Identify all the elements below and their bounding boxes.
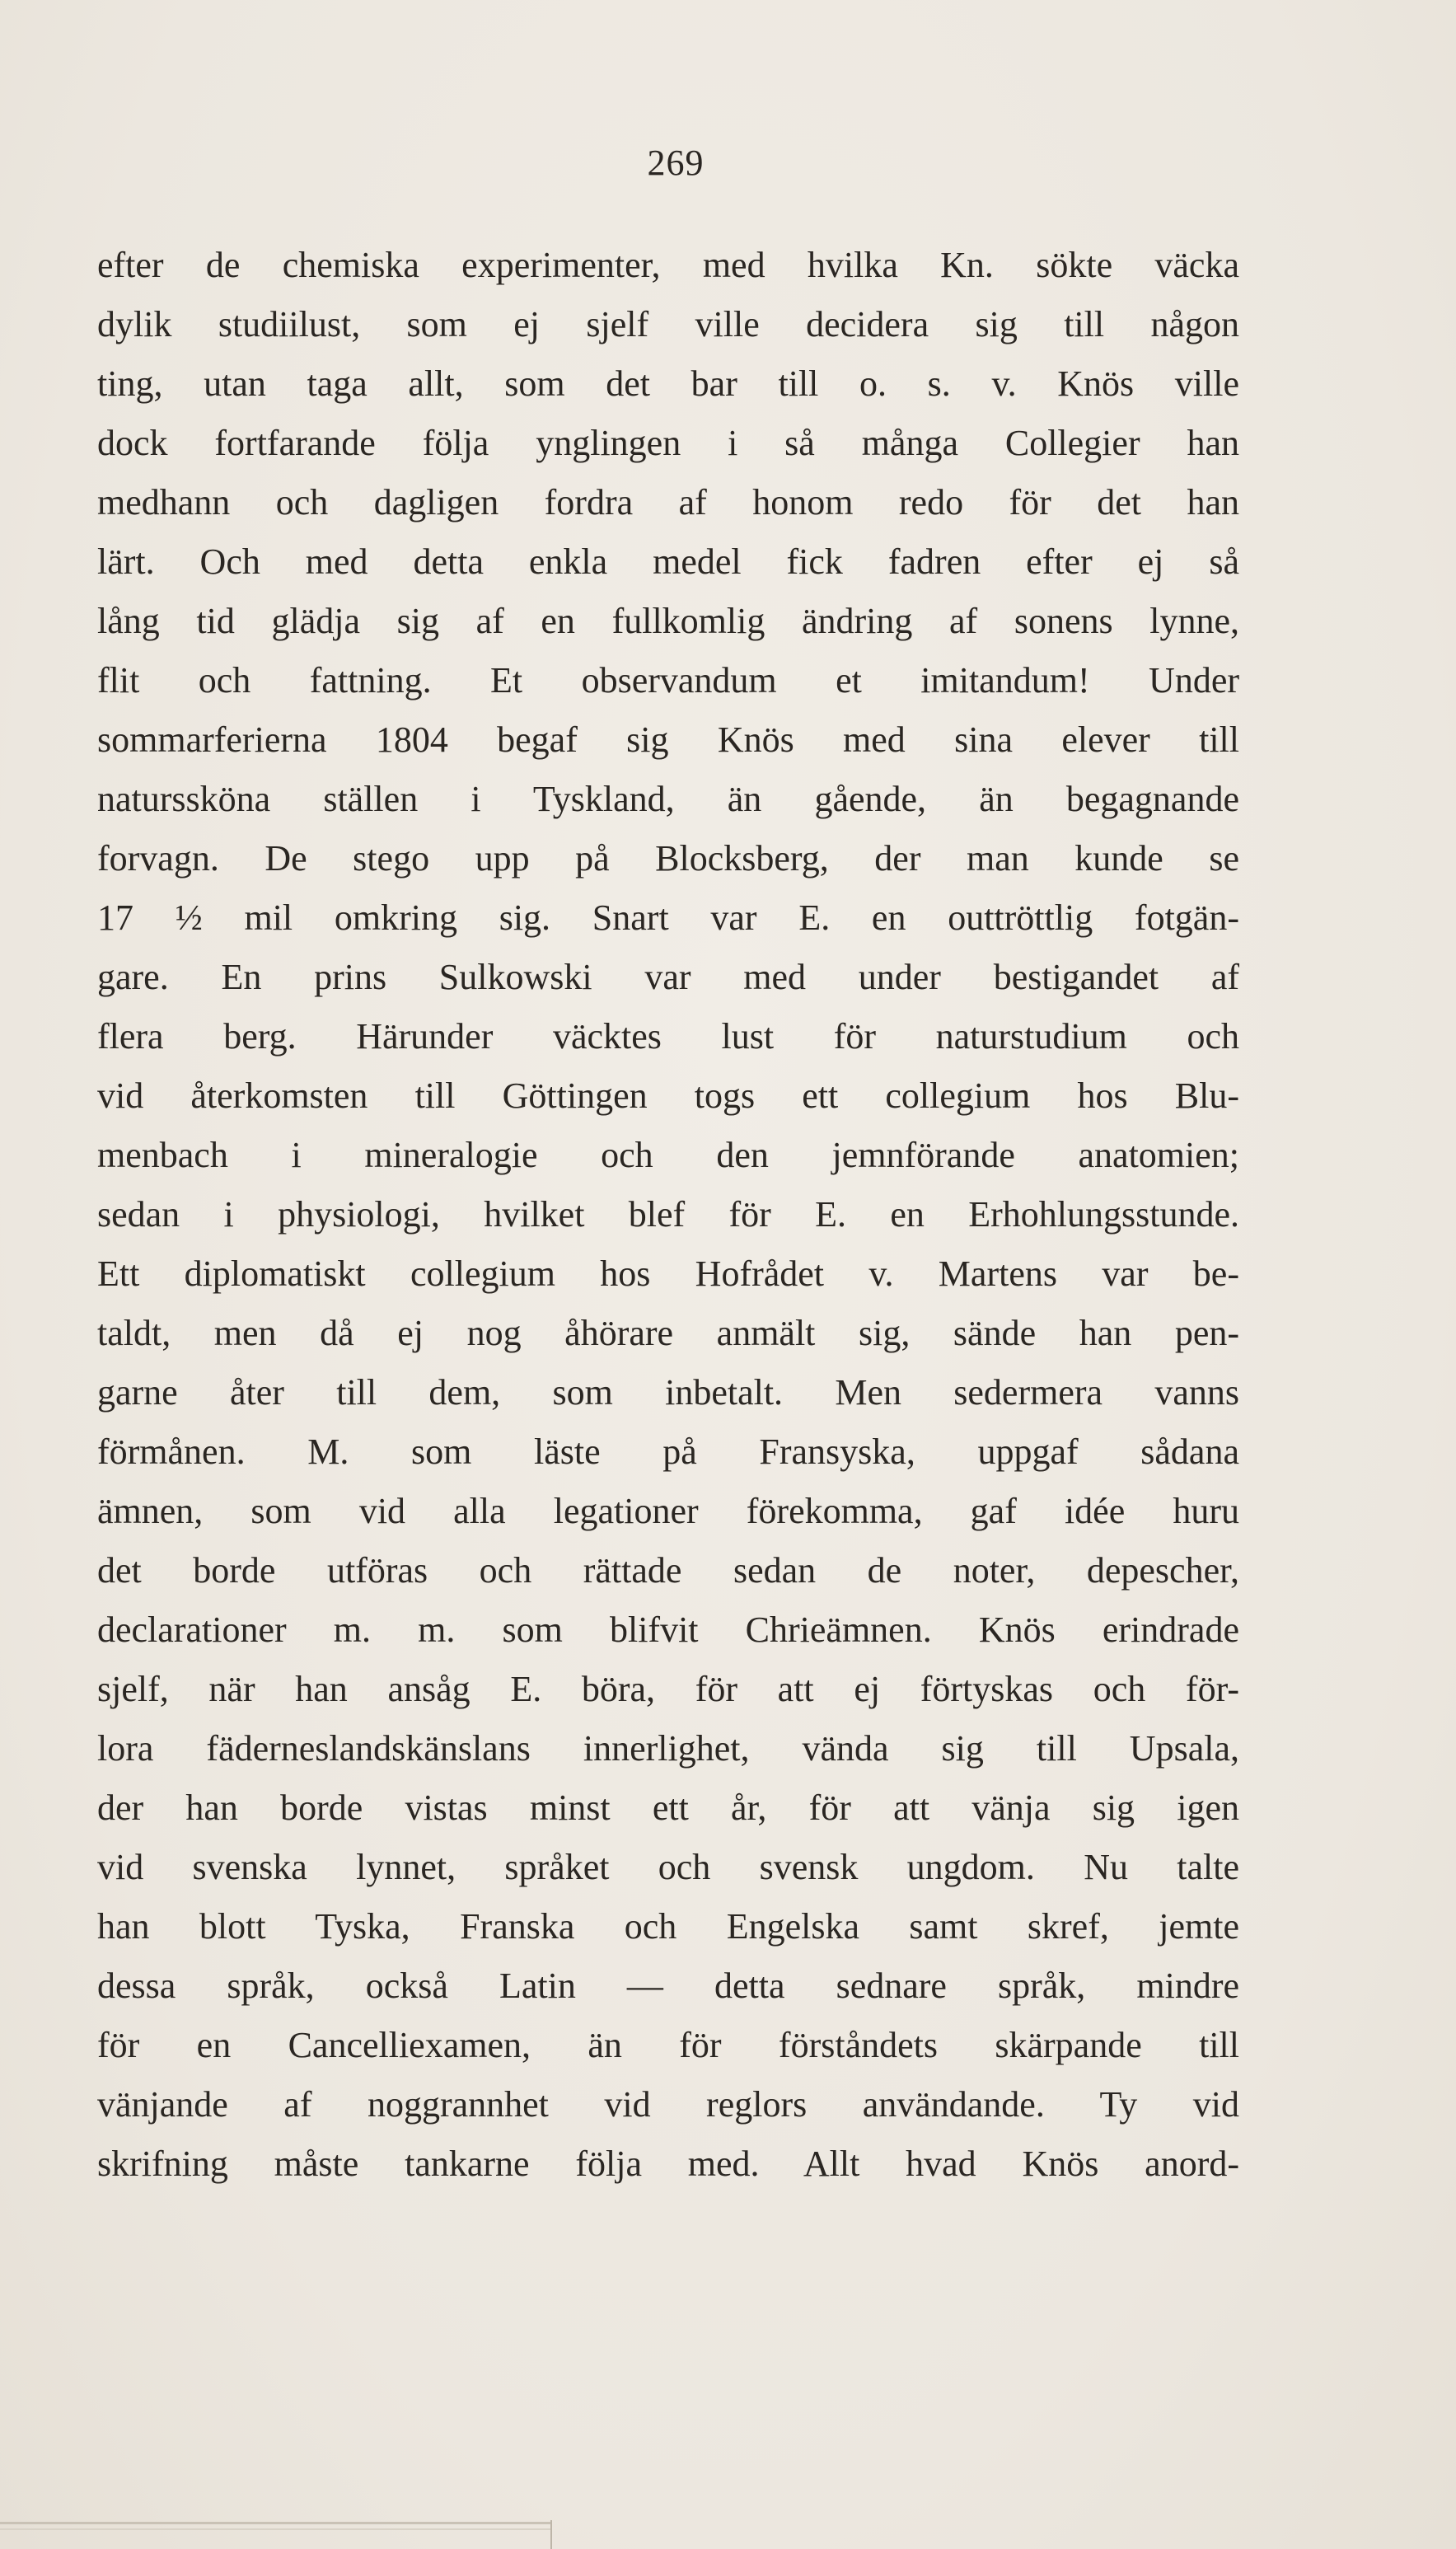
- text-line: dock fortfarande följa ynglingen i så många Collegier han: [97, 423, 1239, 463]
- body-text: [97, 236, 1239, 2194]
- text-line: efter de chemiska experimenter, med hvilka Kn. sökte väcka: [97, 245, 1239, 285]
- text-line: medhann och dagligen fordra af honom redo för det han: [97, 482, 1239, 522]
- text-line: sedan i physiologi, hvilket blef för E. en Erhohlungsstunde.: [97, 1194, 1239, 1235]
- scan-edge-rule: [0, 2528, 552, 2530]
- text-line: sjelf, när han ansåg E. böra, för att ej förtyskas och för-: [97, 1669, 1239, 1709]
- text-line: dylik studiilust, som ej sjelf ville decidera sig till någon: [97, 304, 1239, 344]
- text-line: ämnen, som vid alla legationer förekomma, gaf idée huru: [97, 1491, 1239, 1531]
- text-line: sommarferierna 1804 begaf sig Knös med sina elever till: [97, 719, 1239, 760]
- text-line: naturssköna ställen i Tyskland, än gående, än begagnande: [97, 779, 1239, 819]
- text-line: vid svenska lynnet, språket och svensk ungdom. Nu talte: [97, 1847, 1239, 1887]
- text-line: ting, utan taga allt, som det bar till o. s. v. Knös ville: [97, 363, 1239, 404]
- text-line: det borde utföras och rättade sedan de noter, depescher,: [97, 1550, 1239, 1591]
- text-line: för en Cancelliexamen, än för förståndets skärpande till: [97, 2025, 1239, 2065]
- text-line: der han borde vistas minst ett år, för att vänja sig igen: [97, 1788, 1239, 1828]
- text-line: 17 ½ mil omkring sig. Snart var E. en outtröttlig fotgän-: [97, 897, 1239, 938]
- text-line: menbach i mineralogie och den jemnförande anatomien;: [97, 1135, 1239, 1175]
- text-line: taldt, men då ej nog åhörare anmält sig, sände han pen-: [97, 1313, 1239, 1353]
- text-line: gare. En prins Sulkowski var med under bestigandet af: [97, 957, 1239, 997]
- text-line: Ett diplomatiskt collegium hos Hofrådet v. Martens var be-: [97, 1253, 1239, 1294]
- text-line: flit och fattning. Et observandum et imitandum! Under: [97, 660, 1239, 701]
- text-line: vid återkomsten till Göttingen togs ett collegium hos Blu-: [97, 1075, 1239, 1116]
- scan-edge-rule: [0, 2522, 552, 2524]
- text-line: lång tid glädja sig af en fullkomlig ändring af sonens lynne,: [97, 601, 1239, 641]
- text-line: lärt. Och med detta enkla medel fick fadren efter ej så: [97, 541, 1239, 582]
- text-line: flera berg. Härunder väcktes lust för naturstudium och: [97, 1016, 1239, 1057]
- text-line: forvagn. De stego upp på Blocksberg, der man kunde se: [97, 838, 1239, 879]
- text-line: skrifning måste tankarne följa med. Allt hvad Knös anord-: [97, 2144, 1239, 2184]
- text-line: han blott Tyska, Franska och Engelska samt skref, jemte: [97, 1906, 1239, 1947]
- text-line: garne åter till dem, som inbetalt. Men sedermera vanns: [97, 1372, 1239, 1413]
- text-line: declarationer m. m. som blifvit Chrieämnen. Knös erindrade: [97, 1610, 1239, 1650]
- text-line: vänjande af noggrannhet vid reglors användande. Ty vid: [97, 2084, 1239, 2125]
- scan-edge-mark: [550, 2520, 552, 2549]
- page-number: 269: [647, 143, 705, 183]
- text-line: lora fäderneslandskänslans innerlighet, vända sig till Upsala,: [97, 1728, 1239, 1769]
- text-line: förmånen. M. som läste på Fransyska, uppgaf sådana: [97, 1431, 1239, 1472]
- text-line: dessa språk, också Latin — detta sednare språk, mindre: [97, 1966, 1239, 2006]
